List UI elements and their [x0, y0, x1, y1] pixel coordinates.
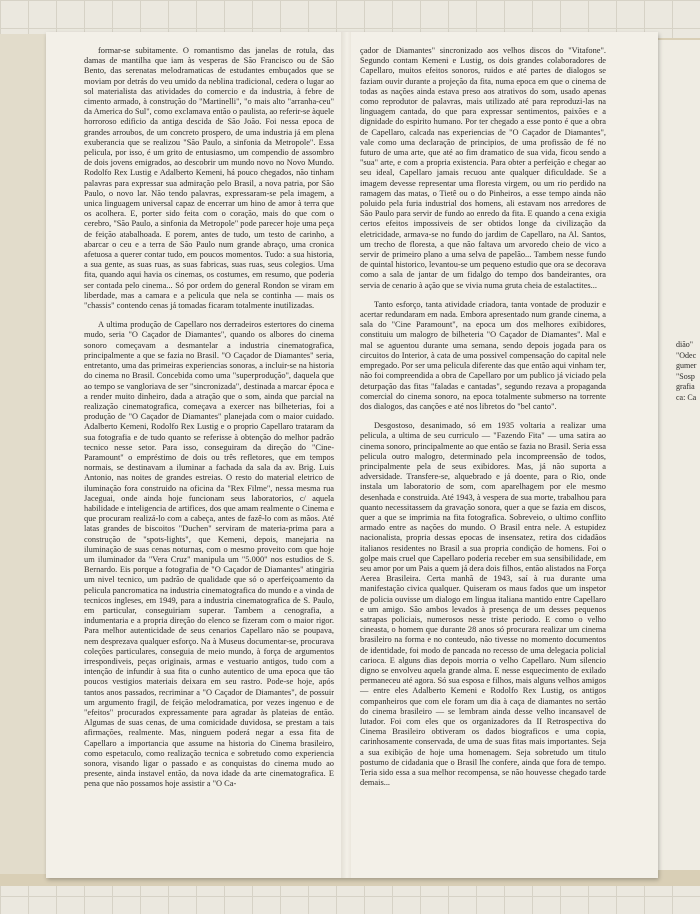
- paragraph: A ultima produção de Capellaro nos derradeiros estertores do cinema mudo, seria "O Caçador de Diamantes", quando os albores do cinema sonoro começavam a desmantelar a industria cinematografica, principalmente a que se fazia no Brasil. "O Caçador de Diamantes" seria, entretanto, uma das primeiras experiencias sonoras, a incluir-se na historia do cinema no Brasil. Concebida como uma "superprodução", daquela que ao tempo se vangloriava de ser "sincronizada", destinada a marcar época e a render muito dinheiro, dada a atração que o som, ainda que parcial na realização cinematografica, começava a exercer nas bilheterias, foi a produção de "O Caçador de Diamantes" planejada com o maior cuidado. Adalberto Kemeni, Rodolfo Rex Lustig e o proprio Capellaro trataram da sua fotografia e de tudo quanto se referisse à obtenção do melhor padrão tecnico nesse setor. Para isso, conseguiram da direção do "Cine-Paramount" o empréstimo de dois ou três refletores, que em tempos normais, se destinavam a iluminar a fachada da sala da av. Brig. Luis Antonio, nas noites de grandes estreias. O resto do material eletrico de iluminação fora construido na oficina da "Rex Filme", nessa mesma rua Jaceguai, onde ainda hoje funcionam seus laboratorios, c/ aquela habilidade e inteligencia de artifices, dos que amam realmente o Cinema e que procuram realizá-lo com a cabeça, antes de fazê-lo com as mãos. Até latas grandes de biscoitos "Duchen" serviram de materia-prima para a construção de "spots-lights", que Kemeni, depois, manejaria na iluminação de suas cenas noturnas, com o mesmo proveito com que hoje um iluminador da "Vera Cruz" manipula um "5.000" nos estudios de S. Bernardo. Eis porque a fotografia de "O Caçador de Diamantes" atingiria um nivel tecnico, um padrão de qualidade que só o aperfeiçoamento da pelicula pancromatica na industria cinematografica do mundo e a vinda de tecnicos ingleses, em 1949, para a industria cinematografica de S. Paulo, em particular, conseguiriam superar. Tambem a cenografia, a indumentaria e a propria direção do elenco se fizeram com o maior rigor. Para melhor autenticidade de seus cenarios Capellaro não se poupava, nem desprezava qualquer esforço. Na à Museus documentar-se, procurava coleções particulares, conseguia de meio mundo, à força de argumentos irrespondiveis, peças originais, armas e vestuario antigos, tudo com a intenção de infundir à sua fita o cunho autentico de uma epoca que tão poucos vestigios materiais deixara em seu rastro. Pode-se hoje, após tantos anos passados, recriminar a "O Caçador de Diamantes", de possuir um argumento fragil, de feição melodramatica, por vezes ingenuo e de "efeitos" procurados expressamente para agradar às plateias de então. Algumas de suas cenas, de uma comicidade duvidosa, se prestam a tais afirmações, realmente. Mas, ninguem poderá negar a essa fita de Capellaro a importancia que assume na historia do Cinema brasileiro, como espetaculo, como realização tecnica e sobretudo como experiencia sonora, visando ligar o passado e as conquistas do cinema mudo ao presente, ainda instavel então, da nova idade da arte cinematografica. E pena que não possamos hoje assistir a "O Ca-: [84, 320, 334, 789]
- edge-line: gumer: [676, 361, 697, 370]
- paragraph: çador de Diamantes" sincronizado aos velhos discos do "Vitafone". Segundo contam Kemeni e Lustig, os dois grandes colaboradores de Capellaro, muitos efeitos sonoros, ruidos e até partes de dialogos se faziam ouvir durante a projeção da fita, numa epoca em que o cinema de todas as nações ainda estava preso aos atrativos do som, usado apenas como reprodutor de palavras, mais utilizado até para reproduzi-las na linguagem cantada, do que para expressar sentimentos, paixões e a dignidade do espirito humano. Por ter chegado a esse ponto é que a obra de Capellaro, calcada nas experiencias de "O Caçador de Diamantes", vale como uma declaração de principios, de uma profissão de fé no futuro de uma arte, que até ao fim dramatico de sua vida, ficou sendo a "sua" arte, e com a propria existencia. Para obter a perfeição e chegar ao seu ideal, Capellaro jamais recuou ante qualquer dificuldade. Se a imagem devesse representar uma floresta virgem, ou um rio perdido na ramagem das matas, o Tietê ou o do Pinheiros, a esse tempo ainda não poluido pela furia industrial dos homens, ali estavam nos arredores de São Paulo para servir de fundo ao enredo da fita. E quando a cena exigia certos efeitos impossiveis de ser obtidos longe da civilização da eletricidade, armava-se no fundo do jardim de Capellaro, na Al. Santos, um trecho de floresta, a que não faltava um arvoredo cheio de vico a servir de primeiro plano a uma selva de papelão... Tambem nesse fundo de quintal historico, levantou-se um pequeno estudio que ora se decorava como a sala de jantar de um fidalgo do tempo dos bandeirantes, ora servia de cenario à ação que se vivia numa gruta cheia de estalactites...: [360, 46, 606, 290]
- paragraph: Tanto esforço, tanta atividade criadora, tanta vontade de produzir e acertar redundaram em nada. Embora apresentado num grande cinema, a sala do "Cine Paramount", na epoca um dos melhores exibidores, constituiu um malogro de bilheteria "O Caçador de Diamantes". Mal e mal se aguentou durante uma semana, sendo depois jogada para os circuitos do Interior, à cata de uma possivel compensação do capital nele empregado. Por ser uma pelicula diferente das que então aqui vinham ter, não foi compreendida a obra de Capellaro por um publico já viciado pela deturpação das fitas "faladas e cantadas", segundo rezava a propaganda comercial do cinema sonoro, na epoca totalmente submerso na torrente dos dialogos, das canções e até nos libretos do "bel canto".: [360, 299, 606, 411]
- adjacent-page-text: [676, 340, 696, 403]
- page-fold: [341, 32, 351, 878]
- paragraph: formar-se subitamente. O romantismo das janelas de rotula, das damas de mantilha que iam às vesperas de São Francisco ou de São Bento, das serenatas melodramaticas de estudantes embuçados que se moviam por detrás do veu umido da neblina tradicional, cedera o lugar ao sol materialista das atividades do comercio e da industria, à febre de cimento armado, à construção do "Martinelli", "o mais alto "arranha-ceu" da America do Sul", como exclamava então o paulista, ao referir-se àquele horroroso edificio da antiga descida de São João. Foi nessa epoca de grandes arroubos, de um concreto prospero, de uma industria já em plena exuberancia que se realizou "São Paulo, a sinfonia da Metropole". Essa pelicula, por isso, é um grito de entusiasmo, um compendio de assombro de dois jovens emigrados, ao descobrir um mundo novo no Novo Mundo. Rodolfo Rex Lustig e Adalberto Kemeni, há pouco chegados, não tinham palavras para expressar sua admiração pelo Brasil, a nova patria, por São Paulo, o novo lar. Não tendo palavras, expressaram-se pela imagem, a unica linguagem universal capaz de encerrar um hino de amor à terra que os acolhera. E, porter sido feita com o coração, mais do que com o cerebro, "São Paulo, a sinfonia da Metropole" pode parecer hoje uma peça de feição atabalhoada. E porem, antes de tudo, um testo de carinho, a abarcar o ceu e a terra de São Paulo num grande abraço, uma cronica afetuosa a querer contar tudo, em poucos momentos. Tudo: a sua historia, a sua gente, as suas ruas, as suas fabricas, suas ruas, seus colegios. Uma fita, quando aqui havia os cinemas, os costumes, em resumo, que poderia ser contada pelo cinema... Só por ordem do general Rondon se viram em liberdade, mas a camara e a pelicula que nela se continha — mais os "chassis" contendo cenas já tomadas ficaram totalmente inutilizadas.: [84, 46, 334, 311]
- edge-line: ca: Ca: [676, 392, 697, 402]
- right-column: [360, 46, 606, 788]
- edge-line: dião": [676, 340, 694, 349]
- paragraph: Desgostoso, desanimado, só em 1935 voltaria a realizar uma pelicula, a ultima de seu curriculo — "Fazendo Fita" — uma satira ao cinema sonoro, principalmente ao que então se fazia no Brasil. Seria essa pelicula outro malogro, determinado pela incompreensão de todos, principalmente pela de seus exibidores. Mas, já não suporta a adversidade. Transfere-se, alquebrado e já doente, para o Rio, onde instala um laboratorio de som, com aparelhagem por ele mesmo desenhada e construida. Até 1943, à vespera de sua morte, trabalhou para quanto necessitassem da gravação sonora, quer a que se fazia em discos, quer a que se imprimia na fita fotografica. Sobreveio, o ultimo conflito armado entre as nações do mundo. O Brasil entra nele. A estupidez nacionalista, propria dessas epocas de insensatez, retira dos cidadãos italianos residentes no Brasil a sua propria condição de homens. Foi o golpe mais cruel que Capellaro poderia receber em sua sensibilidade, em seu amor por um Pais a quem já dera dois filhos, então alistados na Força Aerea Brasileira. Certa manhã de 1943, saí à rua durante uma manifestação civica qualquer. Quiseram os maus fados que um inspetor de policia ouvisse um dialogo em lingua italiana mantido entre Capellaro e um amigo. São ambos levados à presença de um desses pequenos satrapas policiais, numerosos nesse triste periodo. E como o velho cineasta, o homem que durante 28 anos só procurara realizar um cinema brasileiro na forma e no conteudo, não tivesse no momento documentos de identidade, foi modo de pancada no recesso de uma delegacia policial carioca. E alguns dias depois morria o velho Capellaro. Num silencio digno se envolveu aquela grande alma. E nesse esquecimento de exilado permaneceu até agora. Só sua esposa e filhos, mais alguns velhos amigos — entre eles Adalberto Kemeni e Rodolfo Rex Lustig, os antigos companheiros que com ele foram um dia à caça de diamantes no sertão do cinema brasileiro — se lembram ainda desse velho incansavel de lutador. Foi com eles que os organizadores da II Retrospectiva do Cinema Brasileiro obtiveram os dados biograficos e uma copia, carinhosamente conservada, de uma de suas fitas mais importantes. Seja a sua exibição de hoje uma homenagem. Seja sobretudo um titulo postumo de cidadania que o Brasil lhe confere, ainda que fora de tempo. Teria sido essa a sua melhor recompensa, se não houvesse chegado tarde demais...: [360, 421, 606, 788]
- edge-line: "Odec: [676, 350, 697, 360]
- edge-line: "Sosp: [676, 371, 695, 381]
- left-column: [84, 46, 334, 790]
- edge-line: grafia: [676, 382, 695, 391]
